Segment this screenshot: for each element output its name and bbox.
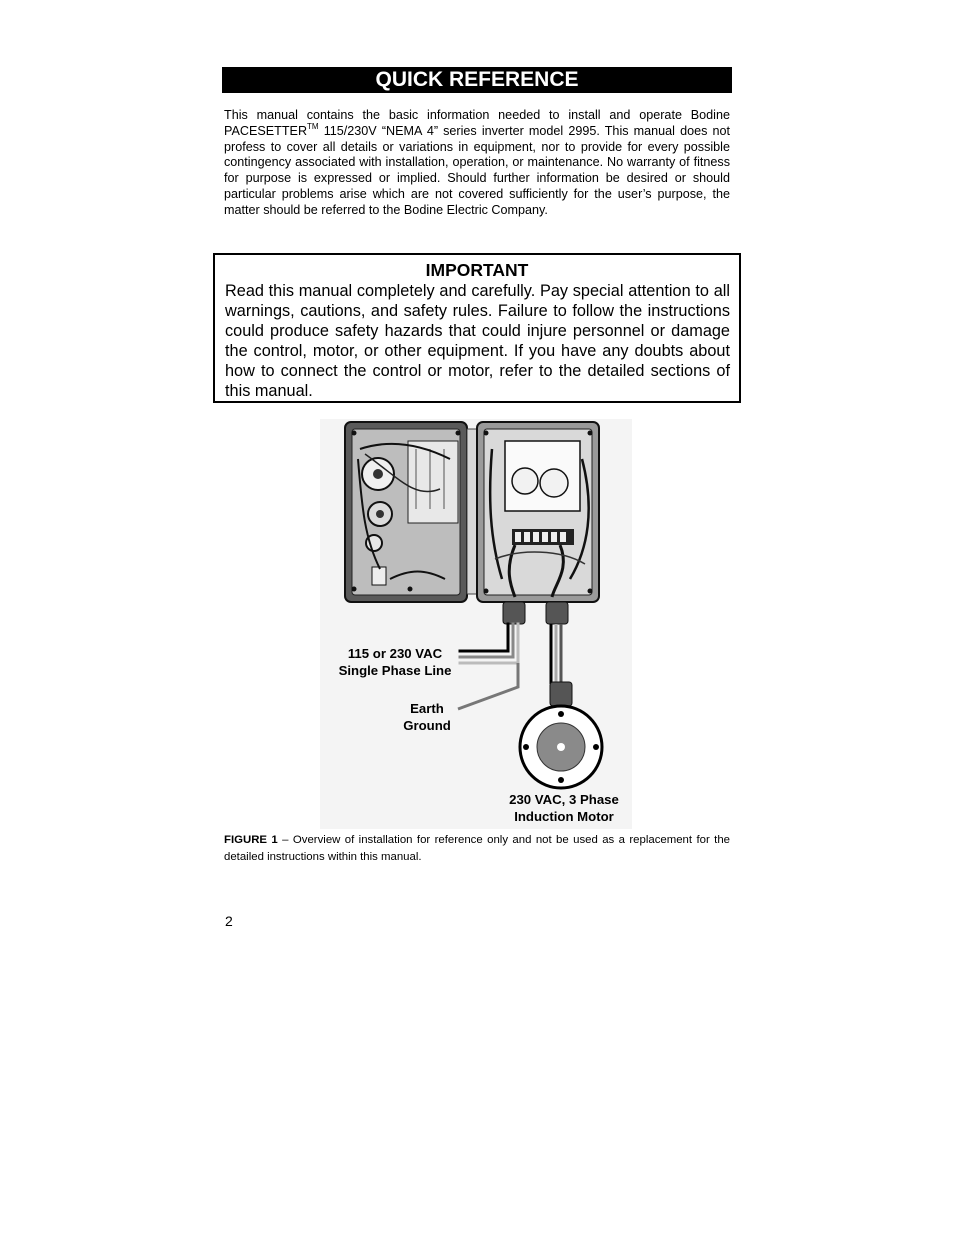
intro-text-part2: 115/230V “NEMA 4” series inverter model 2995. This manual does not profess to cover all details or variations in equipment, nor to provide for every possible contingency associated with installation, operation, or maintenance. No warranty of fitness for purpose is expressed or implied. Should further information be desired or should particular problems arise which are not covered sufficiently for the user’s purpose, the matter should be referred to the Bodine Electric Company. bbox=[224, 123, 730, 217]
section-title: QUICK REFERENCE bbox=[222, 67, 732, 93]
enclosure-base bbox=[477, 422, 599, 602]
line-supply-label-1: 115 or 230 VAC bbox=[347, 646, 443, 661]
cable-gland-line bbox=[503, 602, 525, 624]
important-text: Read this manual completely and carefully. Pay special attention to all warnings, cautions, and safety rules. Failure to follow the instructions could produce safety hazards that could injure personnel or damage the control, motor, or other equipment. If you have any doubts about how to connect the control or motor, refer to the detailed sections of this manual. bbox=[225, 282, 730, 400]
enclosure-cover bbox=[345, 422, 467, 602]
motor-label-1: 230 VAC, 3 Phase bbox=[509, 792, 619, 807]
induction-motor bbox=[520, 706, 602, 788]
page-number: 2 bbox=[225, 913, 233, 929]
trademark-mark: TM bbox=[307, 121, 319, 131]
motor-label-2: Induction Motor bbox=[514, 809, 614, 824]
figure-caption-text: – Overview of installation for reference only and not be used as a replacement for the detailed instructions within this manual. bbox=[224, 834, 730, 863]
cable-gland-motor bbox=[546, 602, 568, 624]
motor-conduit-box bbox=[550, 682, 572, 706]
motor-cable bbox=[551, 624, 561, 684]
line-supply-label-2: Single Phase Line bbox=[338, 663, 452, 678]
intro-text-part1: This manual contains the basic information needed to install and operate Bodine PACESETTER bbox=[224, 108, 730, 138]
motor-label bbox=[494, 791, 634, 825]
earth-ground-label-2: Ground bbox=[403, 718, 451, 733]
installation-overview-figure bbox=[320, 419, 632, 829]
important-heading: IMPORTANT bbox=[425, 260, 529, 280]
intro-paragraph bbox=[224, 108, 730, 219]
figure-caption-label: FIGURE 1 bbox=[224, 834, 278, 846]
earth-ground-label bbox=[392, 700, 462, 734]
figure-caption bbox=[224, 832, 730, 866]
line-supply-label bbox=[330, 645, 460, 679]
enclosure-hinge bbox=[467, 429, 477, 594]
earth-ground-label-1: Earth bbox=[410, 701, 444, 716]
important-notice-box bbox=[213, 253, 741, 403]
